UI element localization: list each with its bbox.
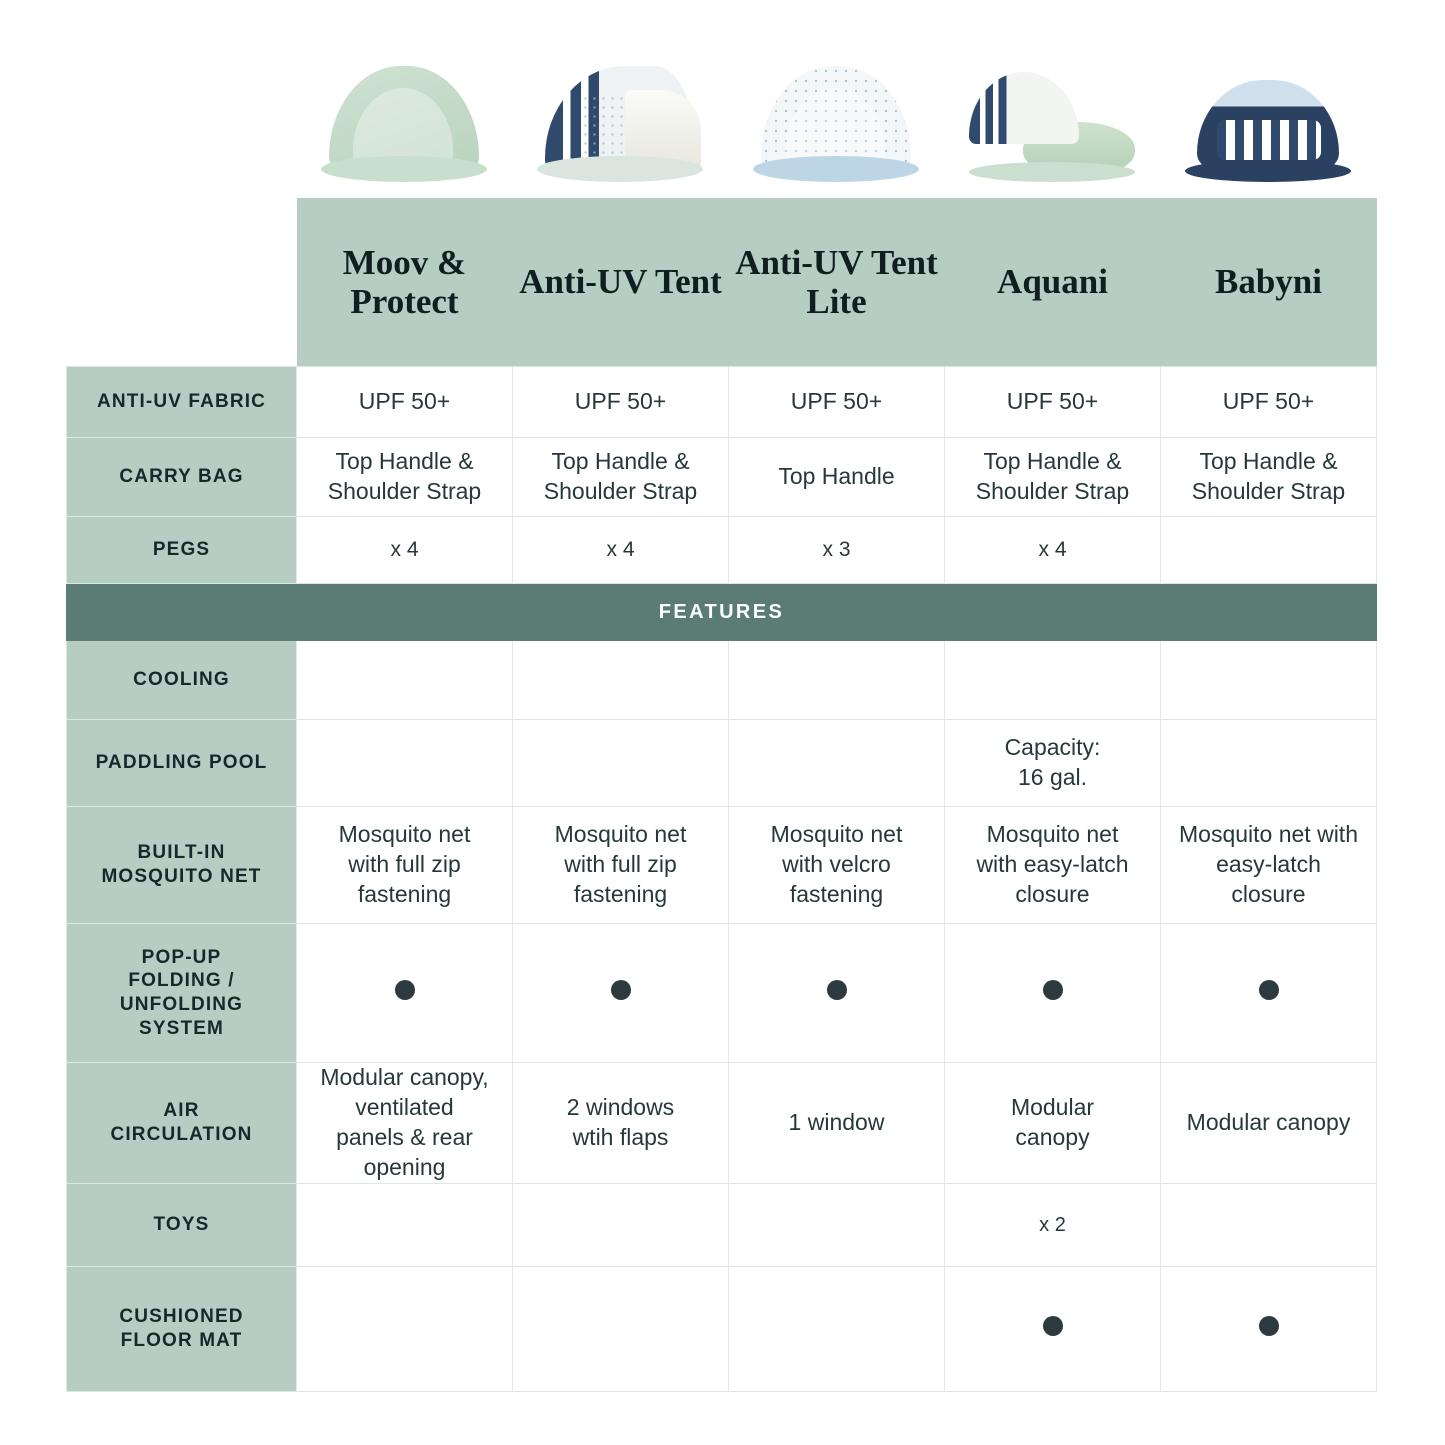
cell-toys-aquani: x 2 [945,1183,1161,1266]
product-header-babyni: Babyni [1161,198,1377,367]
cell-air-circulation-tent: 2 windows wtih flaps [513,1063,729,1184]
row-label-toys: TOYS [67,1183,297,1266]
cell-air-circulation-moov: Modular canopy, ventilated panels & rear opening [297,1063,513,1184]
cell-cooling-tent [513,641,729,720]
product-header-moov-protect: Moov & Protect [297,198,513,367]
cell-mosquito-net-aquani: Mosquito net with easy-latch closure [945,807,1161,924]
cell-floor-mat-lite [729,1266,945,1391]
cell-pegs-aquani: x 4 [945,517,1161,584]
row-label-paddling-pool: PADDLING POOL [67,720,297,807]
tent-icon [751,58,921,188]
header-spacer [67,198,297,367]
cell-popup-aquani [945,924,1161,1063]
row-label-cooling: COOLING [67,641,297,720]
product-image-babyni [1160,18,1376,188]
cell-popup-moov [297,924,513,1063]
cell-mosquito-net-babyni: Mosquito net with easy-latch closure [1161,807,1377,924]
table-row [67,1063,1377,1184]
cell-carry-bag-lite: Top Handle [729,438,945,517]
cell-pegs-moov: x 4 [297,517,513,584]
row-label-air-circulation: AIR CIRCULATION [67,1063,297,1184]
cell-anti-uv-fabric-moov: UPF 50+ [297,367,513,438]
cell-popup-babyni [1161,924,1377,1063]
cell-floor-mat-aquani [945,1266,1161,1391]
table-row [67,641,1377,720]
cell-pegs-lite: x 3 [729,517,945,584]
cell-cooling-moov [297,641,513,720]
cell-anti-uv-fabric-lite: UPF 50+ [729,367,945,438]
table-row [67,720,1377,807]
row-label-built-in-mosquito-net: BUILT-IN MOSQUITO NET [67,807,297,924]
cell-pegs-babyni [1161,517,1377,584]
table-row [67,924,1377,1063]
filled-dot-icon [1259,980,1279,1000]
product-header-anti-uv-tent-lite: Anti-UV Tent Lite [729,198,945,367]
cell-mosquito-net-lite: Mosquito net with velcro fastening [729,807,945,924]
cell-paddling-pool-moov [297,720,513,807]
product-image-anti-uv-tent [512,18,728,188]
cell-paddling-pool-lite [729,720,945,807]
tent-icon [1183,58,1353,188]
table-row [67,807,1377,924]
features-banner-row [67,584,1377,641]
cell-carry-bag-tent: Top Handle & Shoulder Strap [513,438,729,517]
features-banner: FEATURES [67,584,1377,641]
product-header-anti-uv-tent: Anti-UV Tent [513,198,729,367]
tent-icon [319,58,489,188]
row-label-pegs: PEGS [67,517,297,584]
table-row [67,517,1377,584]
row-label-pop-up-folding-system: POP-UP FOLDING / UNFOLDING SYSTEM [67,924,297,1063]
cell-toys-moov [297,1183,513,1266]
cell-mosquito-net-moov: Mosquito net with full zip fastening [297,807,513,924]
comparison-table [66,198,1377,1392]
filled-dot-icon [1259,1316,1279,1336]
filled-dot-icon [827,980,847,1000]
cell-toys-babyni [1161,1183,1377,1266]
tent-pool-icon [967,58,1137,188]
cell-paddling-pool-aquani: Capacity: 16 gal. [945,720,1161,807]
product-image-aquani [944,18,1160,188]
cell-carry-bag-babyni: Top Handle & Shoulder Strap [1161,438,1377,517]
filled-dot-icon [1043,1316,1063,1336]
cell-cooling-lite [729,641,945,720]
cell-paddling-pool-tent [513,720,729,807]
filled-dot-icon [395,980,415,1000]
tent-icon [535,58,705,188]
product-image-row [296,18,1376,188]
cell-air-circulation-aquani: Modular canopy [945,1063,1161,1184]
cell-carry-bag-moov: Top Handle & Shoulder Strap [297,438,513,517]
cell-popup-tent [513,924,729,1063]
cell-anti-uv-fabric-aquani: UPF 50+ [945,367,1161,438]
cell-floor-mat-babyni [1161,1266,1377,1391]
cell-popup-lite [729,924,945,1063]
cell-carry-bag-aquani: Top Handle & Shoulder Strap [945,438,1161,517]
product-image-anti-uv-tent-lite [728,18,944,188]
cell-pegs-tent: x 4 [513,517,729,584]
table-row [67,1183,1377,1266]
table-header-row [67,198,1377,367]
cell-air-circulation-babyni: Modular canopy [1161,1063,1377,1184]
product-header-aquani: Aquani [945,198,1161,367]
filled-dot-icon [611,980,631,1000]
table-row [67,1266,1377,1391]
cell-floor-mat-moov [297,1266,513,1391]
table-row [67,438,1377,517]
cell-air-circulation-lite: 1 window [729,1063,945,1184]
cell-toys-lite [729,1183,945,1266]
cell-cooling-aquani [945,641,1161,720]
cell-mosquito-net-tent: Mosquito net with full zip fastening [513,807,729,924]
row-label-anti-uv-fabric: ANTI-UV FABRIC [67,367,297,438]
cell-floor-mat-tent [513,1266,729,1391]
cell-paddling-pool-babyni [1161,720,1377,807]
filled-dot-icon [1043,980,1063,1000]
table-row [67,367,1377,438]
cell-toys-tent [513,1183,729,1266]
cell-anti-uv-fabric-tent: UPF 50+ [513,367,729,438]
row-label-carry-bag: CARRY BAG [67,438,297,517]
cell-anti-uv-fabric-babyni: UPF 50+ [1161,367,1377,438]
row-label-cushioned-floor-mat: CUSHIONED FLOOR MAT [67,1266,297,1391]
cell-cooling-babyni [1161,641,1377,720]
product-image-moov-protect [296,18,512,188]
